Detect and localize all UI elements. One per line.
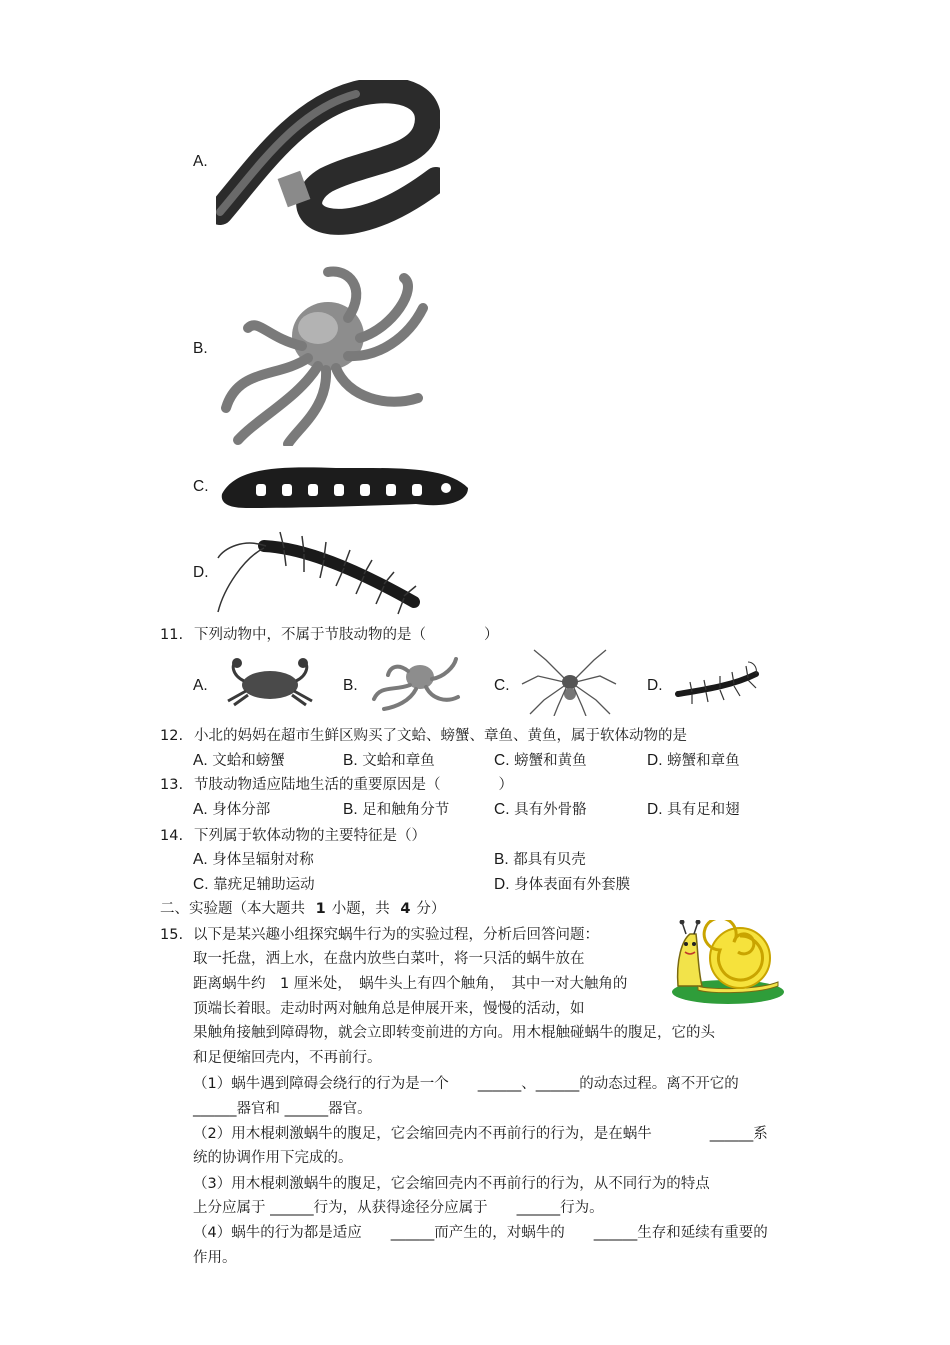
q15-sub-1-cont: ______器官和 ______器官。 — [193, 1101, 372, 1117]
centipede-image — [214, 528, 436, 616]
q11-option-a-label: A. — [193, 677, 208, 694]
earthworm-image — [216, 80, 440, 245]
q15-sub-2-cont: 统的协调作用下完成的。 — [193, 1150, 353, 1166]
q13-option-d[interactable]: D. 具有足和翅 — [647, 801, 740, 818]
octopus-small-image — [370, 655, 462, 711]
question-text: 下列动物中，不属于节肢动物的是（ ） — [194, 627, 499, 643]
q15-sub-2: （2）用木棍刺激蜗牛的腹足，它会缩回壳内不再前行的行为，是在蜗牛 ______系 — [193, 1126, 768, 1142]
q15-line: 距离蜗牛约 1 厘米处， 蜗牛头上有四个触角， 其中一对大触角的 — [193, 976, 628, 992]
q12-option-d[interactable]: D. 螃蟹和章鱼 — [647, 752, 740, 769]
q12-option-a[interactable]: A. 文蛤和螃蟹 — [193, 752, 285, 769]
q15-line: 以下是某兴趣小组探究蜗牛行为的实验过程，分析后回答问题： — [193, 927, 599, 943]
q14-option-d[interactable]: D. 身体表面有外套膜 — [494, 876, 631, 893]
section-heading: 二、实验题（本大题共 1 小题，共 4 分） — [160, 901, 446, 917]
q13-option-c[interactable]: C. 具有外骨骼 — [494, 801, 587, 818]
crab-image — [222, 655, 318, 707]
q11-option-c-label: C. — [494, 677, 510, 694]
q11-option-d-label: D. — [647, 677, 663, 694]
q12-option-c[interactable]: C. 螃蟹和黄鱼 — [494, 752, 587, 769]
question-12 — [160, 726, 687, 746]
question-number: 11. — [160, 627, 184, 643]
q15-sub-3: （3）用木棍刺激蜗牛的腹足，它会缩回壳内不再前行的行为，从不同行为的特点 — [193, 1176, 710, 1192]
option-b-label: B. — [193, 340, 208, 357]
question-14 — [160, 826, 426, 846]
q15-line: 果触角接触到障碍物，就会立即转变前进的方向。用木棍触碰蜗牛的腹足，它的头 — [193, 1025, 715, 1041]
q15-sub-3-cont: 上分应属于 ______行为，从获得途径分应属于 ______行为。 — [193, 1200, 604, 1216]
question-text: 小北的妈妈在超市生鲜区购买了文蛤、螃蟹、章鱼、黄鱼，属于软体动物的是 — [194, 728, 687, 744]
option-c-label: C. — [193, 478, 209, 495]
centipede-small-image — [672, 660, 762, 706]
option-a-label: A. — [193, 153, 208, 170]
q14-option-c[interactable]: C. 靠疣足辅助运动 — [193, 876, 315, 893]
question-number: 13. — [160, 777, 184, 793]
q15-sub-4-cont: 作用。 — [193, 1250, 237, 1266]
caterpillar-image — [216, 458, 472, 512]
question-number: 12. — [160, 728, 184, 744]
q13-option-b[interactable]: B. 足和触角分节 — [343, 801, 450, 818]
q15-line: 取一托盘，洒上水，在盘内放些白菜叶，将一只活的蜗牛放在 — [193, 951, 585, 967]
question-number: 14. — [160, 828, 184, 844]
q14-option-a[interactable]: A. 身体呈辐射对称 — [193, 851, 314, 868]
spider-image — [520, 648, 618, 716]
question-11 — [160, 625, 499, 645]
q15-sub-4: （4）蜗牛的行为都是适应 ______而产生的，对蜗牛的 ______生存和延续有重要的 — [193, 1225, 768, 1241]
question-number: 15. — [160, 927, 184, 943]
question-13 — [160, 775, 513, 795]
snail-image — [668, 920, 790, 1008]
q15-line: 顶端长着眼。走动时两对触角总是伸展开来，慢慢的活动，如 — [193, 1001, 585, 1017]
q15-sub-1: （1）蜗牛遇到障碍会绕行的行为是一个 ______、______的动态过程。离不开它的 — [193, 1076, 739, 1092]
question-text: 节肢动物适应陆地生活的重要原因是（ ） — [194, 777, 513, 793]
q14-option-b[interactable]: B. 都具有贝壳 — [494, 851, 586, 868]
q11-option-b-label: B. — [343, 677, 358, 694]
option-d-label: D. — [193, 564, 209, 581]
q12-option-b[interactable]: B. 文蛤和章鱼 — [343, 752, 435, 769]
question-text: 下列属于软体动物的主要特征是（） — [194, 828, 426, 844]
q13-option-a[interactable]: A. 身体分部 — [193, 801, 271, 818]
q15-line: 和足便缩回壳内，不再前行。 — [193, 1050, 382, 1066]
octopus-image — [218, 258, 434, 446]
